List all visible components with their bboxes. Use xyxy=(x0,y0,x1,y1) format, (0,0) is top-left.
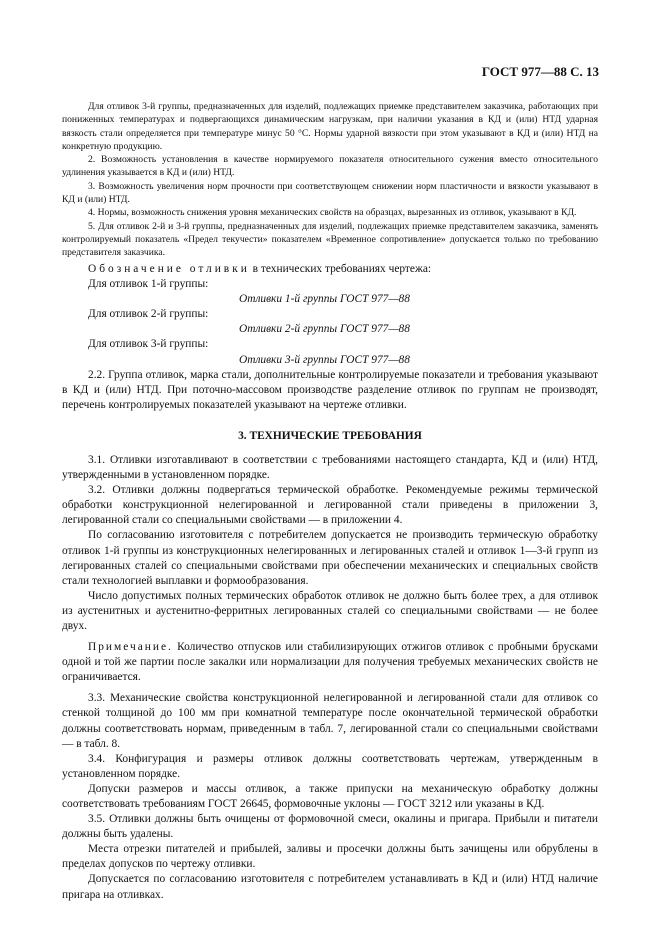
paragraph: 3.3. Механические свойства конструкционной нелегированной и легированной стали для отливок со стенкой толщиной до 100 мм при комнатной температуре после окончательной термической обработки должны соответствовать нормам, приведенным в табл. 7, легированной стали со специальными свойствами — в табл. 8. xyxy=(62,692,598,750)
paragraph: 3.4. Конфигурация и размеры отливок должны соответствовать чертежам, утвержденным в установленном порядке. xyxy=(62,752,598,780)
designation-intro xyxy=(62,262,598,277)
paragraph-2-2: 2.2. Группа отливок, марка стали, дополнительные контролируемые показатели и требования указывают в КД и (или) НТД. При поточно-массовом производстве разделение отливок по группам не производят, перечень контролируемых показателей указывают на чертеже отливки. xyxy=(62,368,598,411)
paragraph: Места отрезки питателей и прибылей, заливы и просечки должны быть зачищены или обрублены в пределах допусков по чертежу отливки. xyxy=(62,843,598,871)
designation-label: Для отливок 2-й группы: xyxy=(88,308,209,321)
paragraph: 3.2. Отливки должны подвергаться термической обработке. Рекомендуемые режимы термической обработки конструкционной нелегированной и легированной стали приведены в приложении 3, легированной стали со специальными свойствами — в приложении 4. xyxy=(62,484,598,527)
section-title: 3. ТЕХНИЧЕСКИЕ ТРЕБОВАНИЯ xyxy=(238,429,422,442)
designation-spaced: Обозначение отливки xyxy=(88,263,250,275)
note xyxy=(62,640,598,685)
table-notes xyxy=(62,100,598,260)
note-paragraph: Для отливок 3-й группы, предназначенных для изделий, подлежащих приемке представителем заказчика, работающих при пониженных температурах и подвергающихся динамическим нагрузкам, при наличии указания в КД и (или) НТД ударная вязкость стали определяется при температуре минус 50 °С. Нормы ударной вязкости при этом указывают в КД и (или) НТД на конкретную продукцию. xyxy=(62,101,598,152)
paragraph: Число допустимых полных термических обработок отливок не должно быть более трех, а для отливок из аустенитных и аустенитно-ферритных легированных сталей со специальными свойствами — не более двух. xyxy=(62,589,598,632)
paragraph: Допуски размеров и массы отливок, а также припуски на механическую обработку должны соответствовать требованиям ГОСТ 26645, формовочные уклоны — ГОСТ 3212 или указаны в КД. xyxy=(62,782,598,810)
note-paragraph: 4. Нормы, возможность снижения уровня механических свойств на образцах, вырезанных из отливок, указывают в КД. xyxy=(88,207,577,219)
note-label: Примечание. xyxy=(88,641,173,654)
page-header: ГОСТ 977—88 С. 13 xyxy=(481,64,599,79)
designation-rest: в технических требованиях чертежа: xyxy=(249,263,432,275)
paragraph: Допускается по согласованию изготовителя с потребителем устанавливать в КД и (или) НТД наличие пригара на отливках. xyxy=(62,873,598,901)
note-paragraph: 3. Возможность увеличения норм прочности при соответствующем снижении норм пластичности и вязкости указывают в КД и (или) НТД. xyxy=(62,180,598,206)
designation-value: Отливки 3-й группы ГОСТ 977—88 xyxy=(239,353,410,366)
paragraph: По согласованию изготовителя с потребителем допускается не производить термическую обработку отливок 1-й группы из конструкционных нелегированных и легированных сталей и отливок 1—3-й групп из легированных сталей со специальными свойствами при обеспечении механических и специальных свойств стали технологией выплавки и формообразования. xyxy=(62,529,598,587)
designation-label: Для отливок 3-й группы: xyxy=(88,338,209,351)
note-text: Количество отпусков или стабилизирующих отжигов отливок с пробными брусками одной и той же партии после закалки или нормализации для получения требуемых механических свойств не ограничивается. xyxy=(62,641,598,684)
paragraph: 3.5. Отливки должны быть очищены от формовочной смеси, окалины и пригара. Прибыли и питатели должны быть удалены. xyxy=(62,813,598,841)
designation-value: Отливки 2-й группы ГОСТ 977—88 xyxy=(239,323,410,336)
note-paragraph: 2. Возможность установления в качестве нормируемого показателя относительного сужения вместо относительного удлинения указывается в КД и (или) НТД. xyxy=(62,154,598,179)
designation-label: Для отливок 1-й группы: xyxy=(88,278,209,291)
designation-value: Отливки 1-й группы ГОСТ 977—88 xyxy=(239,293,410,306)
main-body xyxy=(62,262,598,903)
note-paragraph: 5. Для отливок 2-й и 3-й группы, предназначенных для изделий, подлежащих приемке представителем заказчика, заменять контролируемый показатель «Предел текучести» показателем «Временное сопротивление» допускается только по требованию представителя заказчика. xyxy=(62,220,598,259)
paragraph: 3.1. Отливки изготавливают в соответствии с требованиями настоящего стандарта, КД и (или) НТД, утвержденными в установленном порядке. xyxy=(62,453,598,482)
